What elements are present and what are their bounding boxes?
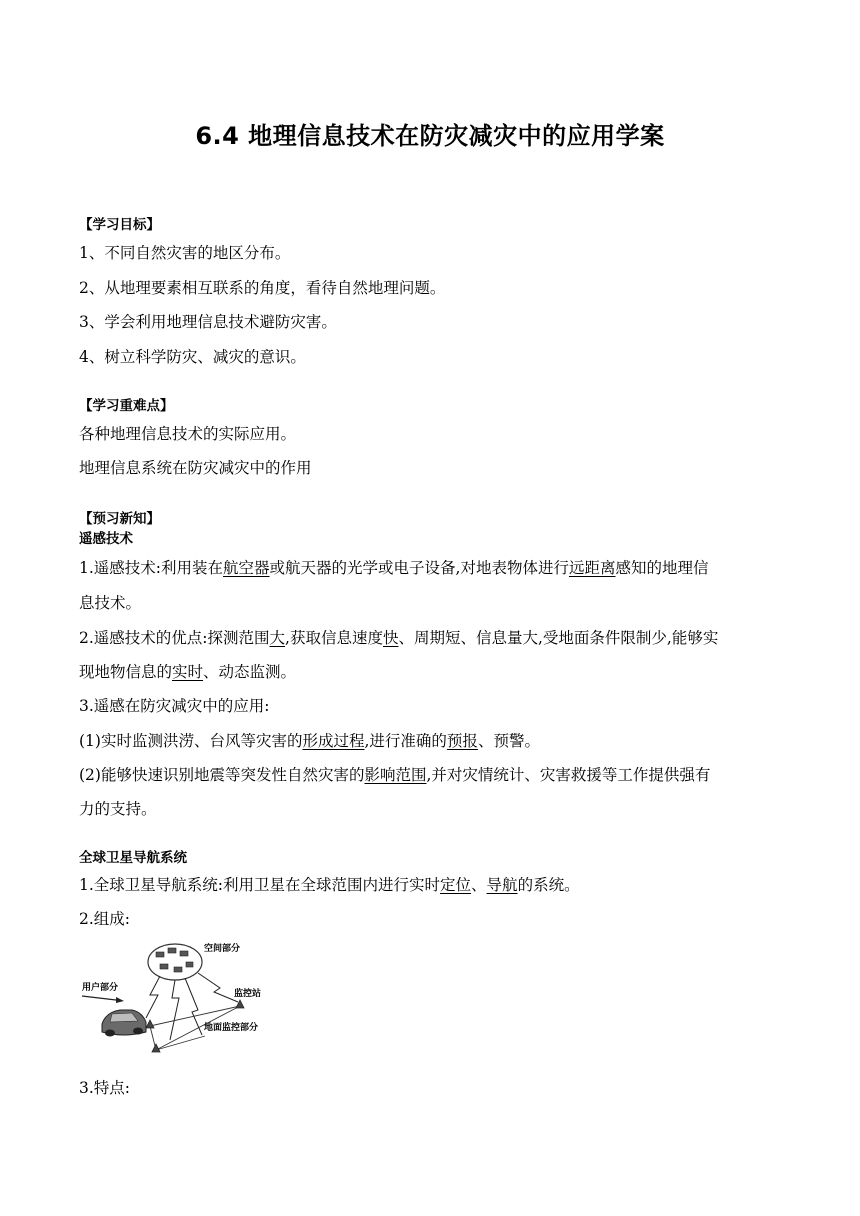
blank-answer: 影响范围 [364, 766, 427, 784]
label-space: 空间部分 [204, 944, 241, 954]
label-station: 监控站 [234, 989, 262, 999]
blank-answer: 快 [382, 629, 399, 647]
gnss-paragraph-3: 3.特点: [79, 1079, 131, 1097]
objective-item: 3、学会利用地理信息技术避防灾害。 [79, 313, 337, 331]
objective-item: 2、从地理要素相互联系的角度，看待自然地理问题。 [79, 279, 446, 297]
blank-answer: 大 [269, 629, 286, 647]
rs-paragraph-2-cont: 现地物信息的实时、动态监测。 [79, 663, 297, 681]
rs-paragraph-4: (1)实时监测洪涝、台风等灾害的形成过程,进行准确的预报、预警。 [79, 732, 540, 750]
signal-line [198, 973, 238, 1002]
gnss-paragraph-1: 1.全球卫星导航系统:利用卫星在全球范围内进行实时定位、导航的系统。 [79, 876, 580, 894]
page-title: 6.4 地理信息技术在防灾减灾中的应用学案 [195, 122, 665, 150]
satellite-icon [156, 948, 193, 972]
rs-paragraph-1-cont: 息技术。 [79, 594, 142, 612]
objective-item: 4、树立科学防灾、减灾的意识。 [79, 348, 306, 366]
rs-paragraph-2: 2.遥感技术的优点:探测范围大,获取信息速度快、周期短、信息量大,受地面条件限制少,能够实 [79, 629, 719, 647]
preview-heading: 【预习新知】 [79, 511, 160, 527]
key-point-item: 地理信息系统在防灾减灾中的作用 [79, 459, 312, 477]
arrow-icon [116, 997, 124, 1003]
rs-paragraph-5: (2)能够快速识别地震等突发性自然灾害的影响范围,并对灾情统计、灾害救援等工作提供强有 [79, 766, 711, 784]
gnss-paragraph-2: 2.组成: [79, 910, 131, 928]
rs-paragraph-3: 3.遥感在防灾减灾中的应用: [79, 697, 270, 715]
key-points-heading: 【学习重难点】 [79, 398, 174, 414]
ground-link [156, 1036, 205, 1050]
blank-answer: 形成过程 [302, 732, 365, 750]
user-pointer [82, 996, 116, 1000]
car-icon [102, 1010, 146, 1037]
gnss-heading: 全球卫星导航系统 [79, 850, 187, 866]
gnss-composition-figure [80, 940, 280, 1060]
signal-line [146, 976, 160, 1018]
label-ground: 地面监控部分 [204, 1023, 259, 1033]
signal-line [185, 978, 202, 1035]
key-point-item: 各种地理信息技术的实际应用。 [79, 425, 297, 443]
blank-answer: 航空器 [223, 559, 270, 577]
blank-answer: 远距离 [568, 559, 616, 577]
label-user: 用户部分 [82, 983, 119, 993]
blank-answer: 导航 [486, 876, 518, 894]
signal-line [170, 980, 179, 1040]
blank-answer: 实时 [172, 663, 204, 681]
remote-sensing-heading: 遥感技术 [79, 531, 133, 547]
blank-answer: 预报 [446, 732, 478, 750]
rs-paragraph-5-cont: 力的支持。 [79, 800, 157, 818]
blank-answer: 定位 [440, 876, 472, 894]
rs-paragraph-1: 1.遥感技术:利用装在航空器或航天器的光学或电子设备,对地表物体进行远距离感知的地理信 [79, 559, 709, 577]
objective-item: 1、不同自然灾害的地区分布。 [79, 244, 291, 262]
objectives-heading: 【学习目标】 [79, 217, 160, 233]
